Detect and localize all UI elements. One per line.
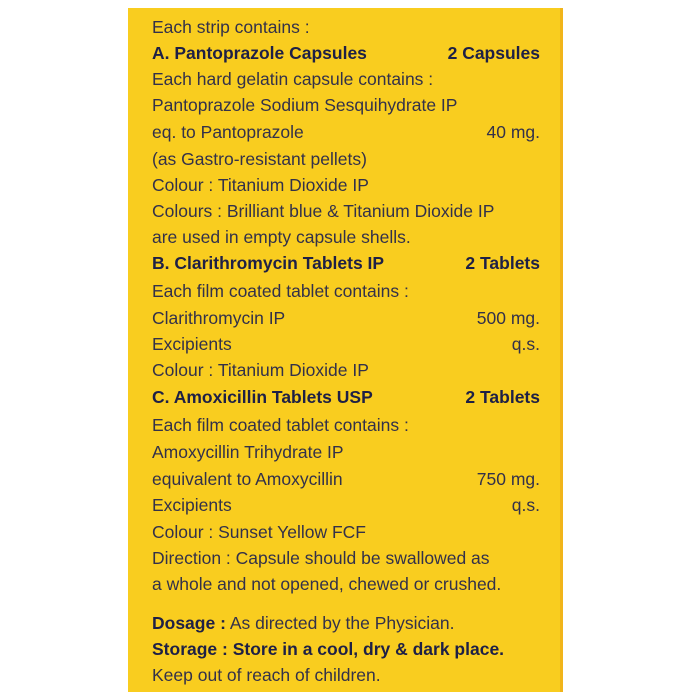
composition-line xyxy=(152,331,540,357)
line-text: B. Clarithromycin Tablets IP xyxy=(152,253,385,273)
line-value: 750 mg. xyxy=(476,469,540,489)
section-heading xyxy=(152,250,540,276)
line-text: Each film coated tablet contains : xyxy=(152,415,409,435)
label-panel xyxy=(128,8,563,692)
line-value: 500 mg. xyxy=(476,308,540,328)
composition-line xyxy=(152,92,540,118)
dosage-text: As directed by the Physician. xyxy=(229,613,455,633)
line-text: are used in empty capsule shells. xyxy=(152,227,411,247)
line-text: Each strip contains : xyxy=(152,17,310,37)
line-text: Colours : Brilliant blue & Titanium Dioxide IP xyxy=(152,201,495,221)
line-value: 2 Tablets xyxy=(465,387,540,407)
line-text: Colour : Titanium Dioxide IP xyxy=(152,360,369,380)
composition-line xyxy=(152,119,540,145)
composition-line xyxy=(152,439,540,465)
composition-line xyxy=(152,492,540,518)
line-text: Pantoprazole Sodium Sesquihydrate IP xyxy=(152,95,458,115)
line-text: Each film coated tablet contains : xyxy=(152,281,409,301)
line-text: Excipients xyxy=(152,334,232,354)
line-text: equivalent to Amoxycillin xyxy=(152,469,343,489)
composition-line xyxy=(152,545,540,571)
composition-line xyxy=(152,198,540,224)
dosage-label: Dosage : xyxy=(152,613,226,633)
section-heading xyxy=(152,40,540,66)
line-text: Excipients xyxy=(152,495,232,515)
line-text: Colour : Titanium Dioxide IP xyxy=(152,175,369,195)
composition-line xyxy=(152,224,540,250)
line-text: Each hard gelatin capsule contains : xyxy=(152,69,434,89)
composition-line xyxy=(152,14,540,40)
composition-line xyxy=(152,305,540,331)
line-value: 2 Capsules xyxy=(447,43,540,63)
composition-line xyxy=(152,519,540,545)
composition-line xyxy=(152,571,540,597)
line-text: eq. to Pantoprazole xyxy=(152,122,304,142)
line-text: Clarithromycin IP xyxy=(152,308,286,328)
line-text: (as Gastro-resistant pellets) xyxy=(152,149,367,169)
line-text: a whole and not opened, chewed or crushed. xyxy=(152,574,502,594)
dosage-line xyxy=(152,610,540,636)
line-value: 40 mg. xyxy=(486,122,540,142)
line-text: Direction : Capsule should be swallowed as xyxy=(152,548,490,568)
line-text: C. Amoxicillin Tablets USP xyxy=(152,387,373,407)
line-text: A. Pantoprazole Capsules xyxy=(152,43,367,63)
line-text: Colour : Sunset Yellow FCF xyxy=(152,522,366,542)
composition-line xyxy=(152,278,540,304)
line-value: 2 Tablets xyxy=(465,253,540,273)
section-heading xyxy=(152,384,540,410)
composition-line xyxy=(152,172,540,198)
composition-line xyxy=(152,412,540,438)
composition-line xyxy=(152,466,540,492)
line-text: Amoxycillin Trihydrate IP xyxy=(152,442,344,462)
footer-warning: Keep out of reach of children. xyxy=(152,665,381,685)
composition-line xyxy=(152,146,540,172)
storage-line: Storage : Store in a cool, dry & dark place. xyxy=(152,639,505,659)
composition-line xyxy=(152,66,540,92)
composition-line xyxy=(152,357,540,383)
line-value: q.s. xyxy=(511,334,540,354)
line-value: q.s. xyxy=(511,495,540,515)
